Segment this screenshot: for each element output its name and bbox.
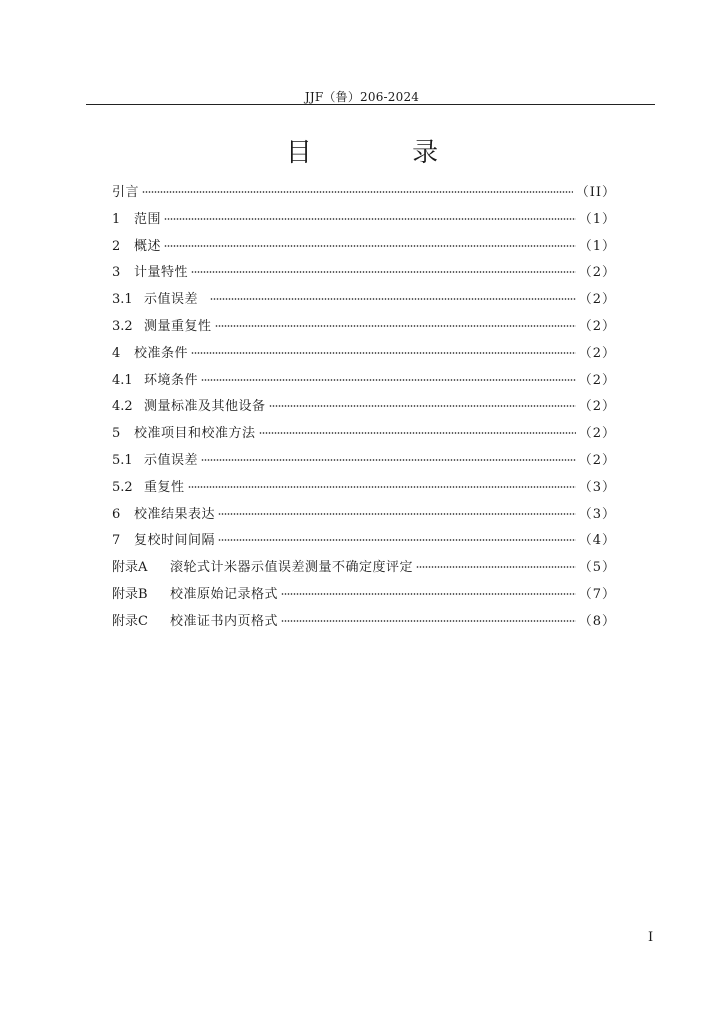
toc-entry-text: 示值误差 [144,452,199,468]
toc-entry-page: （5） [578,560,616,576]
toc-leader-dots [281,593,576,595]
toc-entry-number: 4.1 [112,372,133,388]
toc-entry-page: （2） [578,452,616,468]
toc-entry-text: 示值误差 [144,292,199,308]
toc-entry-page: （2） [578,345,616,361]
toc-entry-text: 范围 [134,211,162,227]
toc-entry-page: （3） [578,506,616,522]
toc-list [112,181,616,637]
toc-entry-text: 复校时间间隔 [134,533,216,549]
toc-entry-page: （8） [578,613,616,629]
toc-entry-page: （2） [578,318,616,334]
toc-entry-text: 校准原始记录格式 [170,586,279,602]
toc-entry-number: 附录A [112,560,148,576]
toc-leader-dots [218,513,576,515]
toc-leader-dots [218,539,576,541]
toc-leader-dots [210,298,576,300]
toc-leader-dots [191,352,576,354]
toc-entry-text: 引言 [112,185,140,200]
toc-leader-dots [269,405,576,407]
toc-leader-dots [215,325,576,327]
toc-entry-3[interactable] [112,261,616,288]
toc-entry-7[interactable] [112,529,616,556]
toc-entry-number: 5.2 [112,479,133,495]
standard-code-header: JJF（鲁）206-2024 [304,90,420,104]
toc-entry-text: 校准条件 [134,345,189,361]
toc-entry-5[interactable] [112,422,616,449]
page-number: I [648,930,654,945]
toc-entry-number: 附录B [112,586,148,602]
toc-entry-text: 滚轮式计米器示值误差测量不确定度评定 [170,560,414,576]
toc-entry-number: 1 [112,211,121,227]
toc-leader-dots [416,566,576,568]
toc-entry-text: 校准证书内页格式 [170,613,279,629]
toc-entry-text: 重复性 [144,479,185,495]
toc-entry-number: 3 [112,265,121,281]
toc-entry-5-1[interactable] [112,449,616,476]
toc-entry-page: （4） [578,533,616,549]
toc-entry-text: 环境条件 [144,372,199,388]
toc-entry-text: 计量特性 [134,265,189,281]
toc-entry-page: （2） [578,292,616,308]
toc-entry-appendix-a[interactable] [112,556,616,583]
toc-entry-page: （2） [578,426,616,442]
toc-entry-number: 7 [112,533,121,549]
toc-entry-number: 3.2 [112,318,133,334]
toc-entry-number: 6 [112,506,121,522]
toc-entry-number: 5 [112,426,121,442]
toc-entry-4-2[interactable] [112,395,616,422]
toc-entry-text: 概述 [134,238,162,254]
toc-entry-number: 4.2 [112,399,133,415]
toc-entry-3-2[interactable] [112,315,616,342]
toc-entry-appendix-b[interactable] [112,583,616,610]
toc-entry-4[interactable] [112,342,616,369]
toc-entry-page: （2） [578,399,616,415]
toc-leader-dots [281,620,576,622]
toc-entry-page: （1） [578,238,616,254]
toc-entry-6[interactable] [112,503,616,530]
toc-leader-dots [188,486,576,488]
toc-leader-dots [201,379,576,381]
toc-entry-3-1[interactable] [112,288,616,315]
toc-entry-number: 5.1 [112,452,133,468]
toc-entry-number: 附录C [112,613,148,629]
toc-entry-page: （1） [578,211,616,227]
toc-entry-2[interactable] [112,235,616,262]
toc-leader-dots [164,218,576,220]
toc-entry-number: 4 [112,345,121,361]
toc-entry-number: 3.1 [112,292,133,308]
toc-entry-text: 测量重复性 [144,318,212,334]
toc-leader-dots [259,432,576,434]
header-divider [86,104,655,105]
toc-title: 目 录 [285,138,485,168]
toc-entry-page: （II） [575,185,616,200]
toc-entry-text: 校准结果表达 [134,506,216,522]
toc-entry-page: （2） [578,372,616,388]
toc-entry-5-2[interactable] [112,476,616,503]
toc-leader-dots [191,271,576,273]
toc-leader-dots [164,245,576,247]
toc-entry-text: 测量标准及其他设备 [144,399,266,415]
toc-entry-number: 2 [112,238,121,254]
toc-entry-intro[interactable] [112,181,616,208]
toc-entry-text: 校准项目和校准方法 [134,426,256,442]
toc-entry-page: （7） [578,586,616,602]
toc-entry-4-1[interactable] [112,369,616,396]
toc-entry-page: （2） [578,265,616,281]
toc-leader-dots [142,191,573,193]
toc-entry-page: （3） [578,479,616,495]
toc-leader-dots [201,459,576,461]
toc-entry-1[interactable] [112,208,616,235]
toc-entry-appendix-c[interactable] [112,610,616,637]
